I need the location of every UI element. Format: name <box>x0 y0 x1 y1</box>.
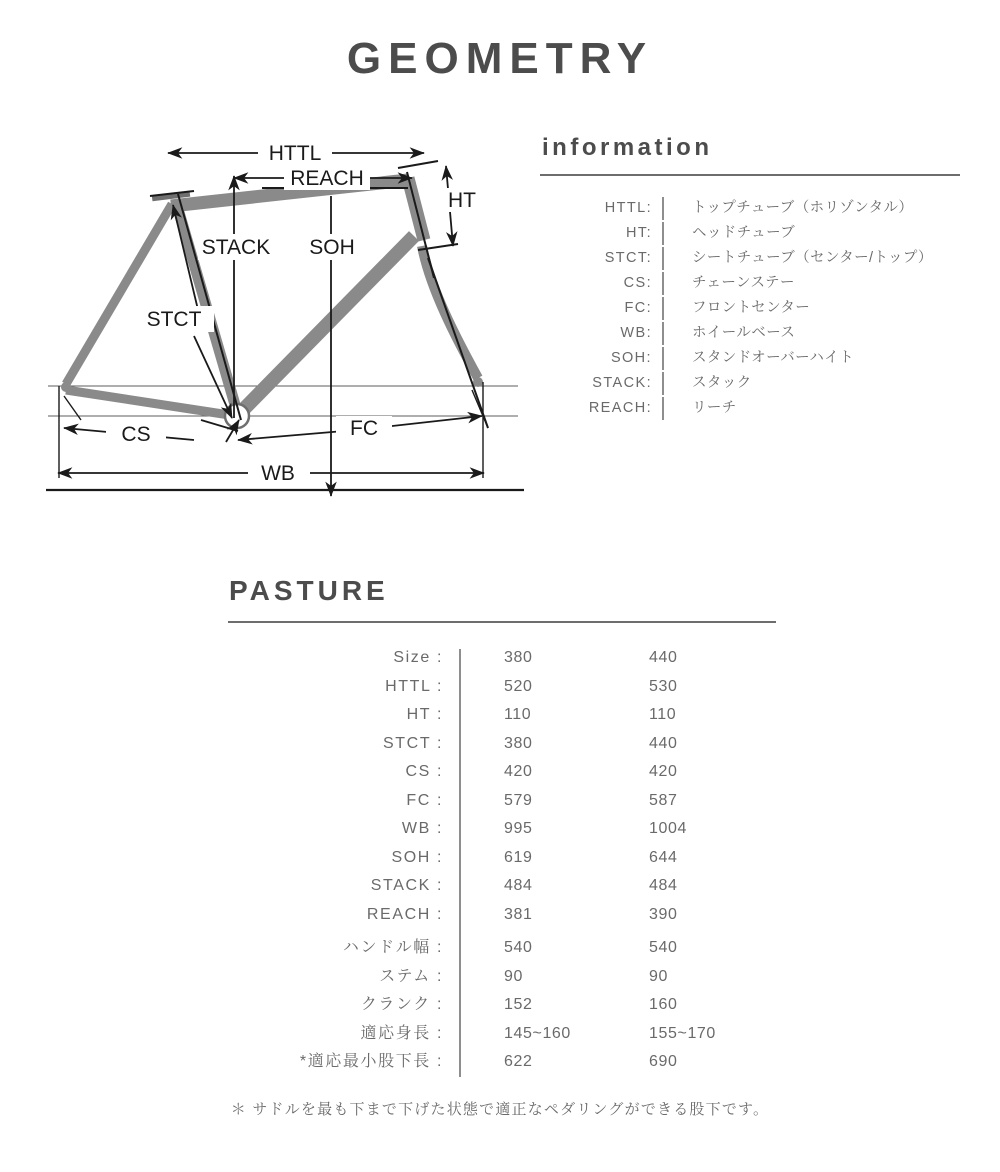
information-row <box>540 271 960 296</box>
table-row <box>228 706 776 735</box>
information-separator <box>662 397 664 420</box>
diagram-label-httl: HTTL <box>268 142 322 165</box>
spec-section <box>228 575 776 1077</box>
frame-tubes <box>66 178 478 416</box>
spec-divider <box>228 621 776 623</box>
information-value: チェーンステー <box>692 275 795 291</box>
information-key: SOH: <box>610 350 652 366</box>
spec-value-col1: 110 <box>504 706 532 723</box>
front-dropout <box>473 377 483 387</box>
table-row <box>228 649 776 678</box>
table-row <box>228 906 776 935</box>
spec-value-col2: 390 <box>649 905 678 923</box>
information-value: スタック <box>692 375 752 391</box>
geometry-diagram <box>26 128 526 518</box>
spec-value-col2: 690 <box>649 1053 678 1070</box>
spec-model-title: PASTURE <box>229 575 389 606</box>
information-key: HTTL: <box>604 200 652 216</box>
table-row <box>228 849 776 878</box>
spec-value-col2: 440 <box>649 649 678 666</box>
spec-value-col2: 160 <box>649 996 678 1013</box>
spec-value-col2: 90 <box>649 967 668 985</box>
information-key: HT: <box>626 225 652 241</box>
spec-value-col1: 145~160 <box>504 1024 571 1042</box>
dimension-fc <box>238 416 482 440</box>
information-title: information <box>542 134 713 161</box>
information-key: REACH: <box>588 400 652 416</box>
spec-value-col2: 644 <box>649 848 678 866</box>
spec-key: WB : <box>401 820 443 837</box>
spec-key: ハンドル幅 : <box>342 939 443 956</box>
diagram-label-ht: HT <box>448 189 476 212</box>
table-row <box>228 820 776 849</box>
information-key: STCT: <box>604 250 652 266</box>
table-row <box>228 1048 776 1077</box>
information-row <box>540 396 960 421</box>
dimension-ht <box>440 166 484 246</box>
table-row <box>228 991 776 1020</box>
diagram-label-soh: SOH <box>309 236 355 259</box>
spec-value-col2: 587 <box>649 791 678 809</box>
spec-key: HT : <box>406 706 443 723</box>
information-row <box>540 221 960 246</box>
diagram-label-stct: STCT <box>146 308 202 331</box>
page-title: GEOMETRY <box>346 34 654 83</box>
information-list <box>540 196 960 421</box>
dimension-cs <box>64 420 239 446</box>
table-row <box>228 934 776 963</box>
spec-value-col1: 540 <box>504 939 533 956</box>
information-separator <box>662 347 664 370</box>
spec-value-col1: 380 <box>504 734 533 752</box>
spec-value-col2: 155~170 <box>649 1024 716 1042</box>
spec-value-col1: 484 <box>504 877 533 894</box>
spec-key: CS : <box>405 763 443 780</box>
information-separator <box>662 222 664 245</box>
information-panel <box>540 134 960 421</box>
spec-key: クランク : <box>360 996 443 1013</box>
information-key: WB: <box>620 325 652 341</box>
spec-value-col2: 484 <box>649 877 678 894</box>
spec-value-col1: 579 <box>504 791 533 809</box>
information-row <box>540 371 960 396</box>
diagram-label-wb: WB <box>261 462 295 485</box>
spec-value-col1: 420 <box>504 763 533 780</box>
information-separator <box>662 322 664 345</box>
spec-value-col2: 530 <box>649 677 678 695</box>
spec-key: Size : <box>393 649 443 666</box>
spec-value-col1: 380 <box>504 649 533 666</box>
spec-value-col1: 995 <box>504 820 533 837</box>
spec-key: HTTL : <box>385 677 443 695</box>
dimension-httl <box>168 141 424 165</box>
diagram-label-stack: STACK <box>201 236 271 259</box>
rear-dropout <box>61 382 71 392</box>
table-row <box>228 792 776 821</box>
table-row <box>228 763 776 792</box>
information-key: CS: <box>623 275 652 291</box>
information-value: ヘッドチューブ <box>692 225 796 241</box>
table-row <box>228 678 776 707</box>
information-value: スタンドオーバーハイト <box>692 350 855 366</box>
information-divider <box>540 174 960 176</box>
spec-key: STCT : <box>383 734 443 752</box>
spec-key: STACK : <box>370 877 443 894</box>
spec-key: SOH : <box>391 848 443 866</box>
table-row <box>228 1020 776 1049</box>
dimension-wb <box>58 461 484 485</box>
information-value: フロントセンター <box>692 300 811 316</box>
spec-value-col1: 619 <box>504 848 533 866</box>
diagram-label-fc: FC <box>350 417 378 440</box>
spec-value-col2: 420 <box>649 763 678 780</box>
spec-value-col1: 381 <box>504 905 533 923</box>
information-key: FC: <box>624 300 652 316</box>
information-row <box>540 321 960 346</box>
information-value: シートチューブ（センター/トップ） <box>692 250 933 266</box>
information-separator <box>662 272 664 295</box>
footnote: ＊ サドルを最も下まで下げた状態で適正なペダリングができる股下です。 <box>230 1101 770 1118</box>
spec-value-col1: 622 <box>504 1053 533 1070</box>
table-row <box>228 735 776 764</box>
information-row <box>540 346 960 371</box>
information-row <box>540 246 960 271</box>
spec-key: 適応身長 : <box>360 1024 443 1042</box>
diagram-label-reach: REACH <box>290 167 364 190</box>
information-separator <box>662 297 664 320</box>
information-separator <box>662 372 664 395</box>
spec-value-col2: 440 <box>649 734 678 752</box>
information-separator <box>662 247 664 270</box>
spec-key: FC : <box>406 791 443 809</box>
information-row <box>540 296 960 321</box>
spec-table <box>228 649 776 1077</box>
information-row <box>540 196 960 221</box>
spec-key: *適応最小股下長 : <box>299 1053 443 1070</box>
spec-key: ステム : <box>379 967 443 985</box>
spec-value-col2: 110 <box>649 706 677 723</box>
information-value: リーチ <box>692 400 737 416</box>
spec-value-col1: 520 <box>504 677 533 695</box>
information-value: ホイールベース <box>692 325 796 341</box>
information-separator <box>662 197 664 220</box>
table-row <box>228 877 776 906</box>
spec-value-col1: 90 <box>504 967 523 985</box>
spec-key: REACH : <box>366 905 443 923</box>
information-value: トップチューブ（ホリゾンタル） <box>692 200 914 216</box>
information-key: STACK: <box>592 375 652 391</box>
diagram-label-cs: CS <box>121 423 151 446</box>
spec-value-col1: 152 <box>504 996 533 1013</box>
table-row <box>228 963 776 992</box>
spec-value-col2: 1004 <box>649 820 687 837</box>
spec-value-col2: 540 <box>649 939 678 956</box>
